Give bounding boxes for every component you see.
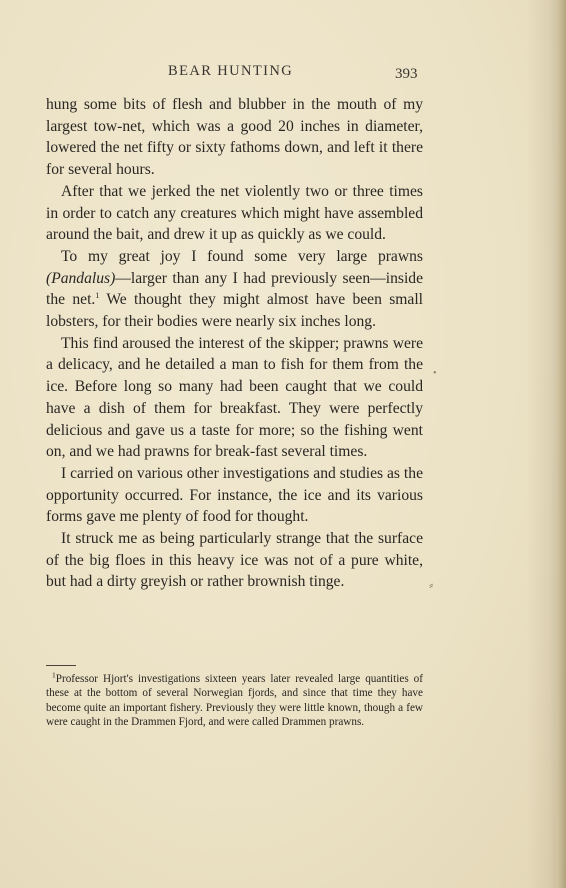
paragraph-3-text-a: To my great joy I found some very large prawns bbox=[61, 247, 423, 265]
paragraph-4: This find aroused the interest of the skipper; prawns were a delicacy, and he detailed a man to fish for them from the ice. Before long so many had been caught that we could have a dish of them for breakfast. They were perfectly delicious and gave us a taste for more; so the fishing went on, and we had prawns for break-fast several times. bbox=[46, 334, 423, 461]
page-number: 393 bbox=[395, 66, 418, 82]
paragraph-3-text-b: —larger than any I had previously seen—inside the net. bbox=[46, 269, 423, 309]
paragraph-3 bbox=[46, 246, 423, 333]
paragraph-5: I carried on various other investigations and studies as the opportunity occurred. For instance, the ice and its various forms gave me plenty of food for thought. bbox=[46, 464, 423, 526]
margin-pencil-mark: ⸗ bbox=[429, 577, 434, 592]
page-edge-shadow bbox=[556, 0, 566, 888]
running-title: BEAR HUNTING bbox=[168, 63, 294, 79]
body-text bbox=[46, 94, 423, 593]
margin-pencil-dot: • bbox=[433, 368, 437, 379]
paragraph-6: It struck me as being particularly strange that the surface of the big floes in this heavy ice was not of a pure white, but had a dirty greyish or rather brownish tinge. bbox=[46, 530, 423, 591]
footnote-marker: 1 bbox=[52, 670, 56, 680]
paragraph-2: After that we jerked the net violently two or three times in order to catch any creatures which might have assembled around the bait, and drew it up as quickly as we could. bbox=[46, 182, 423, 244]
paragraph-3-text-c: We thought they might almost have been small lobsters, for their bodies were nearly six inches long. bbox=[46, 291, 423, 331]
footnote bbox=[46, 672, 423, 730]
footnote-divider bbox=[46, 665, 76, 666]
footnote-text: Professor Hjort's investigations sixteen years later revealed large quantities of these at the bottom of several Norwegian fjords, and since that time they have become quite an important fishery. Previously they were little known, though a few were caught in the Drammen Fjord, and were called Drammen prawns. bbox=[46, 673, 423, 729]
italic-species-name: (Pandalus) bbox=[46, 269, 116, 287]
paragraph-1: hung some bits of flesh and blubber in the mouth of my largest tow-net, which was a good 20 inches in diameter, lowered the net fifty or sixty fathoms down, and left it there for several hours. bbox=[46, 96, 423, 179]
page-header bbox=[0, 63, 566, 85]
footnote-reference: 1 bbox=[95, 291, 100, 301]
